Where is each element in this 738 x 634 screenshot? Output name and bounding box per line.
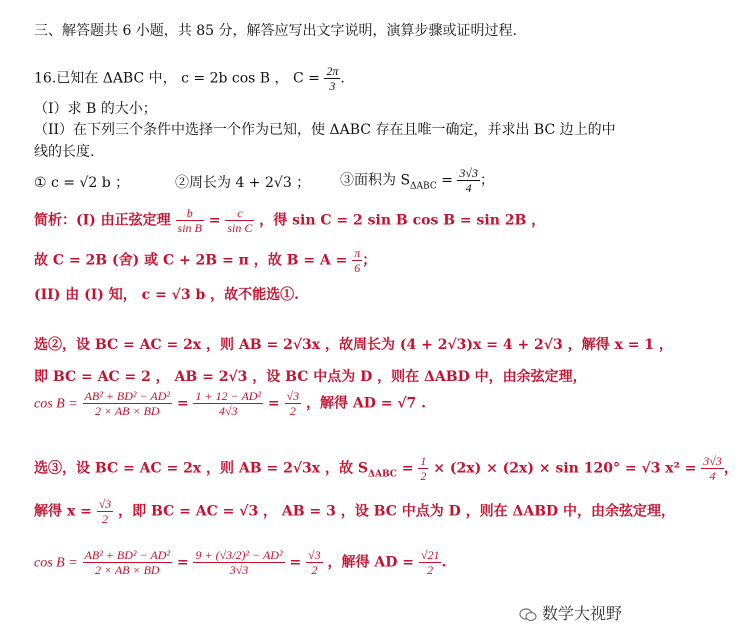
frac-den: 2 [311, 563, 318, 577]
sol-l1-pre: 简析：(I) 由正弦定理 [34, 212, 171, 229]
frac-num: b [176, 206, 204, 221]
sol-l1-post: ，得 sin C = 2 sin B cos B = sin 2B ， [259, 212, 546, 229]
s3-frac-1 [83, 548, 172, 577]
problem-stem [34, 64, 345, 93]
frac-den: 2 × AB × BD [94, 404, 160, 418]
frac-den: 4 [709, 469, 716, 483]
stem-frac-num: 2π [326, 64, 339, 78]
opt3-text: ③面积为 S [340, 172, 411, 189]
sol-l2-pre: 故 C = 2B (舍) 或 C + 2B = π ，故 B = A = [34, 252, 348, 269]
option-1: ① c = √2 b ； [34, 175, 130, 191]
s3-l1-frac-2 [701, 454, 724, 483]
opt3-fraction [457, 166, 480, 195]
sol-l1-eq: = [208, 212, 221, 229]
s2-frac-2 [193, 389, 263, 418]
sol-l2-frac [352, 246, 362, 275]
frac-den: 4√3 [218, 404, 238, 418]
eq: = [267, 395, 280, 412]
frac-num: 3√3 [703, 454, 722, 468]
eq: = [289, 554, 302, 571]
choice-2-line-3 [34, 389, 426, 418]
frac-den: 2 [427, 563, 434, 577]
s3-l1-frac-1 [418, 454, 428, 483]
s2-frac-3 [285, 389, 302, 418]
opt3-num: 3√3 [459, 166, 478, 180]
frac-num: √3 [286, 389, 300, 403]
eq: = [176, 554, 189, 571]
frac-num: 1 + 12 − AD² [195, 389, 262, 403]
s2-frac-1 [83, 389, 172, 418]
stem-frac-den: 3 [329, 79, 336, 93]
cos-b-label: cos B = [34, 555, 78, 571]
stem-end: . [340, 70, 345, 87]
s3-result: ，解得 AD = [327, 554, 414, 571]
frac-den: 6 [354, 261, 361, 275]
frac-num: π [354, 246, 361, 260]
s3-l1-pre: 选③，设 BC = AC = 2x ，则 AB = 2√3x ，故 S [34, 460, 368, 477]
solution-line-1 [34, 206, 545, 235]
s3-l1-mid: × (2x) × (2x) × sin 120° = √3 x² = [433, 460, 697, 477]
sol-l2-post: ； [362, 252, 377, 269]
section-header: 三、解答题共 6 小题，共 85 分，解答应写出文字说明，演算步骤或证明过程. [34, 23, 517, 39]
solution-line-2 [34, 246, 376, 275]
frac-num: √3 [308, 548, 321, 562]
s3-l2-pre: 解得 x = [34, 503, 92, 520]
eq: = [396, 460, 414, 477]
stem-fraction [324, 64, 340, 93]
frac-den: 3√3 [229, 563, 249, 577]
opt3-den: 4 [465, 181, 472, 195]
s3-l1-post: ， [723, 460, 738, 477]
watermark-text: 数学大视野 [541, 604, 622, 623]
s3-l1-sub: ΔABC [367, 469, 397, 480]
frac-den: 2 [420, 469, 427, 483]
frac-den: 2 [289, 404, 296, 418]
opt3-eq: = [436, 172, 453, 189]
cos-b-label: cos B = [34, 396, 78, 412]
frac-num: 1 [420, 454, 427, 468]
watermark [519, 601, 622, 624]
choice-3-line-3 [34, 548, 446, 577]
option-2: ②周长为 4 + 2√3 ； [175, 175, 311, 191]
solution-line-3: (II) 由 (I) 知， c = √3 b ，故不能选①. [34, 287, 299, 303]
frac-den: sin C [227, 221, 253, 235]
frac-num: 9 + (√3/2)² − AD² [195, 548, 283, 562]
choice-2-line-2: 即 BC = AC = 2 ， AB = 2√3 ，设 BC 中点为 D ，则在 ΔABD 中，由余弦定理， [34, 369, 587, 385]
opt3-sub: ΔABC [410, 181, 437, 192]
eq: = [176, 395, 189, 412]
frac-num: AB² + BD² − AD² [84, 548, 170, 562]
frac-num: √21 [420, 548, 440, 562]
frac-num: c [225, 206, 254, 221]
s3-l2-post: ，即 BC = AC = √3 ， AB = 3 ，设 BC 中点为 D ，则在 ΔABD 中，由余弦定理， [118, 503, 676, 520]
choice-2-line-1: 选②，设 BC = AC = 2x ，则 AB = 2√3x ，故周长为 (4 + 2√3)x = 4 + 2√3 ，解得 x = 1 ， [34, 337, 673, 353]
frac-num: √3 [98, 497, 112, 511]
part-2-line-2: 线的长度. [34, 144, 95, 160]
choice-3-line-2 [34, 497, 675, 526]
frac-den: sin B [177, 221, 202, 235]
s2-result: ，解得 AD = √7 . [306, 395, 427, 412]
problem-number: 16. [34, 70, 57, 87]
s3-l2-frac [97, 497, 114, 526]
option-3 [340, 166, 494, 195]
choice-3-line-1 [34, 454, 738, 483]
wechat-icon [519, 608, 537, 622]
sol-l1-frac-2 [225, 206, 254, 235]
s3-frac-3 [306, 548, 323, 577]
s3-frac-2 [193, 548, 284, 577]
stem-text: 已知在 ΔABC 中， c = 2b cos B ， C = [56, 70, 320, 87]
opt3-end: ； [479, 172, 494, 189]
s3-end: . [441, 554, 447, 571]
s3-frac-4 [419, 548, 442, 577]
frac-den: 2 × AB × BD [94, 563, 160, 577]
part-1: （I）求 B 的大小； [34, 101, 157, 117]
sol-l1-frac-1 [176, 206, 204, 235]
part-2-line-1: （II）在下列三个条件中选择一个作为已知，使 ΔABC 存在且唯一确定，并求出 BC 边上的中 [34, 122, 616, 138]
frac-num: AB² + BD² − AD² [84, 389, 170, 403]
frac-den: 2 [102, 512, 108, 526]
